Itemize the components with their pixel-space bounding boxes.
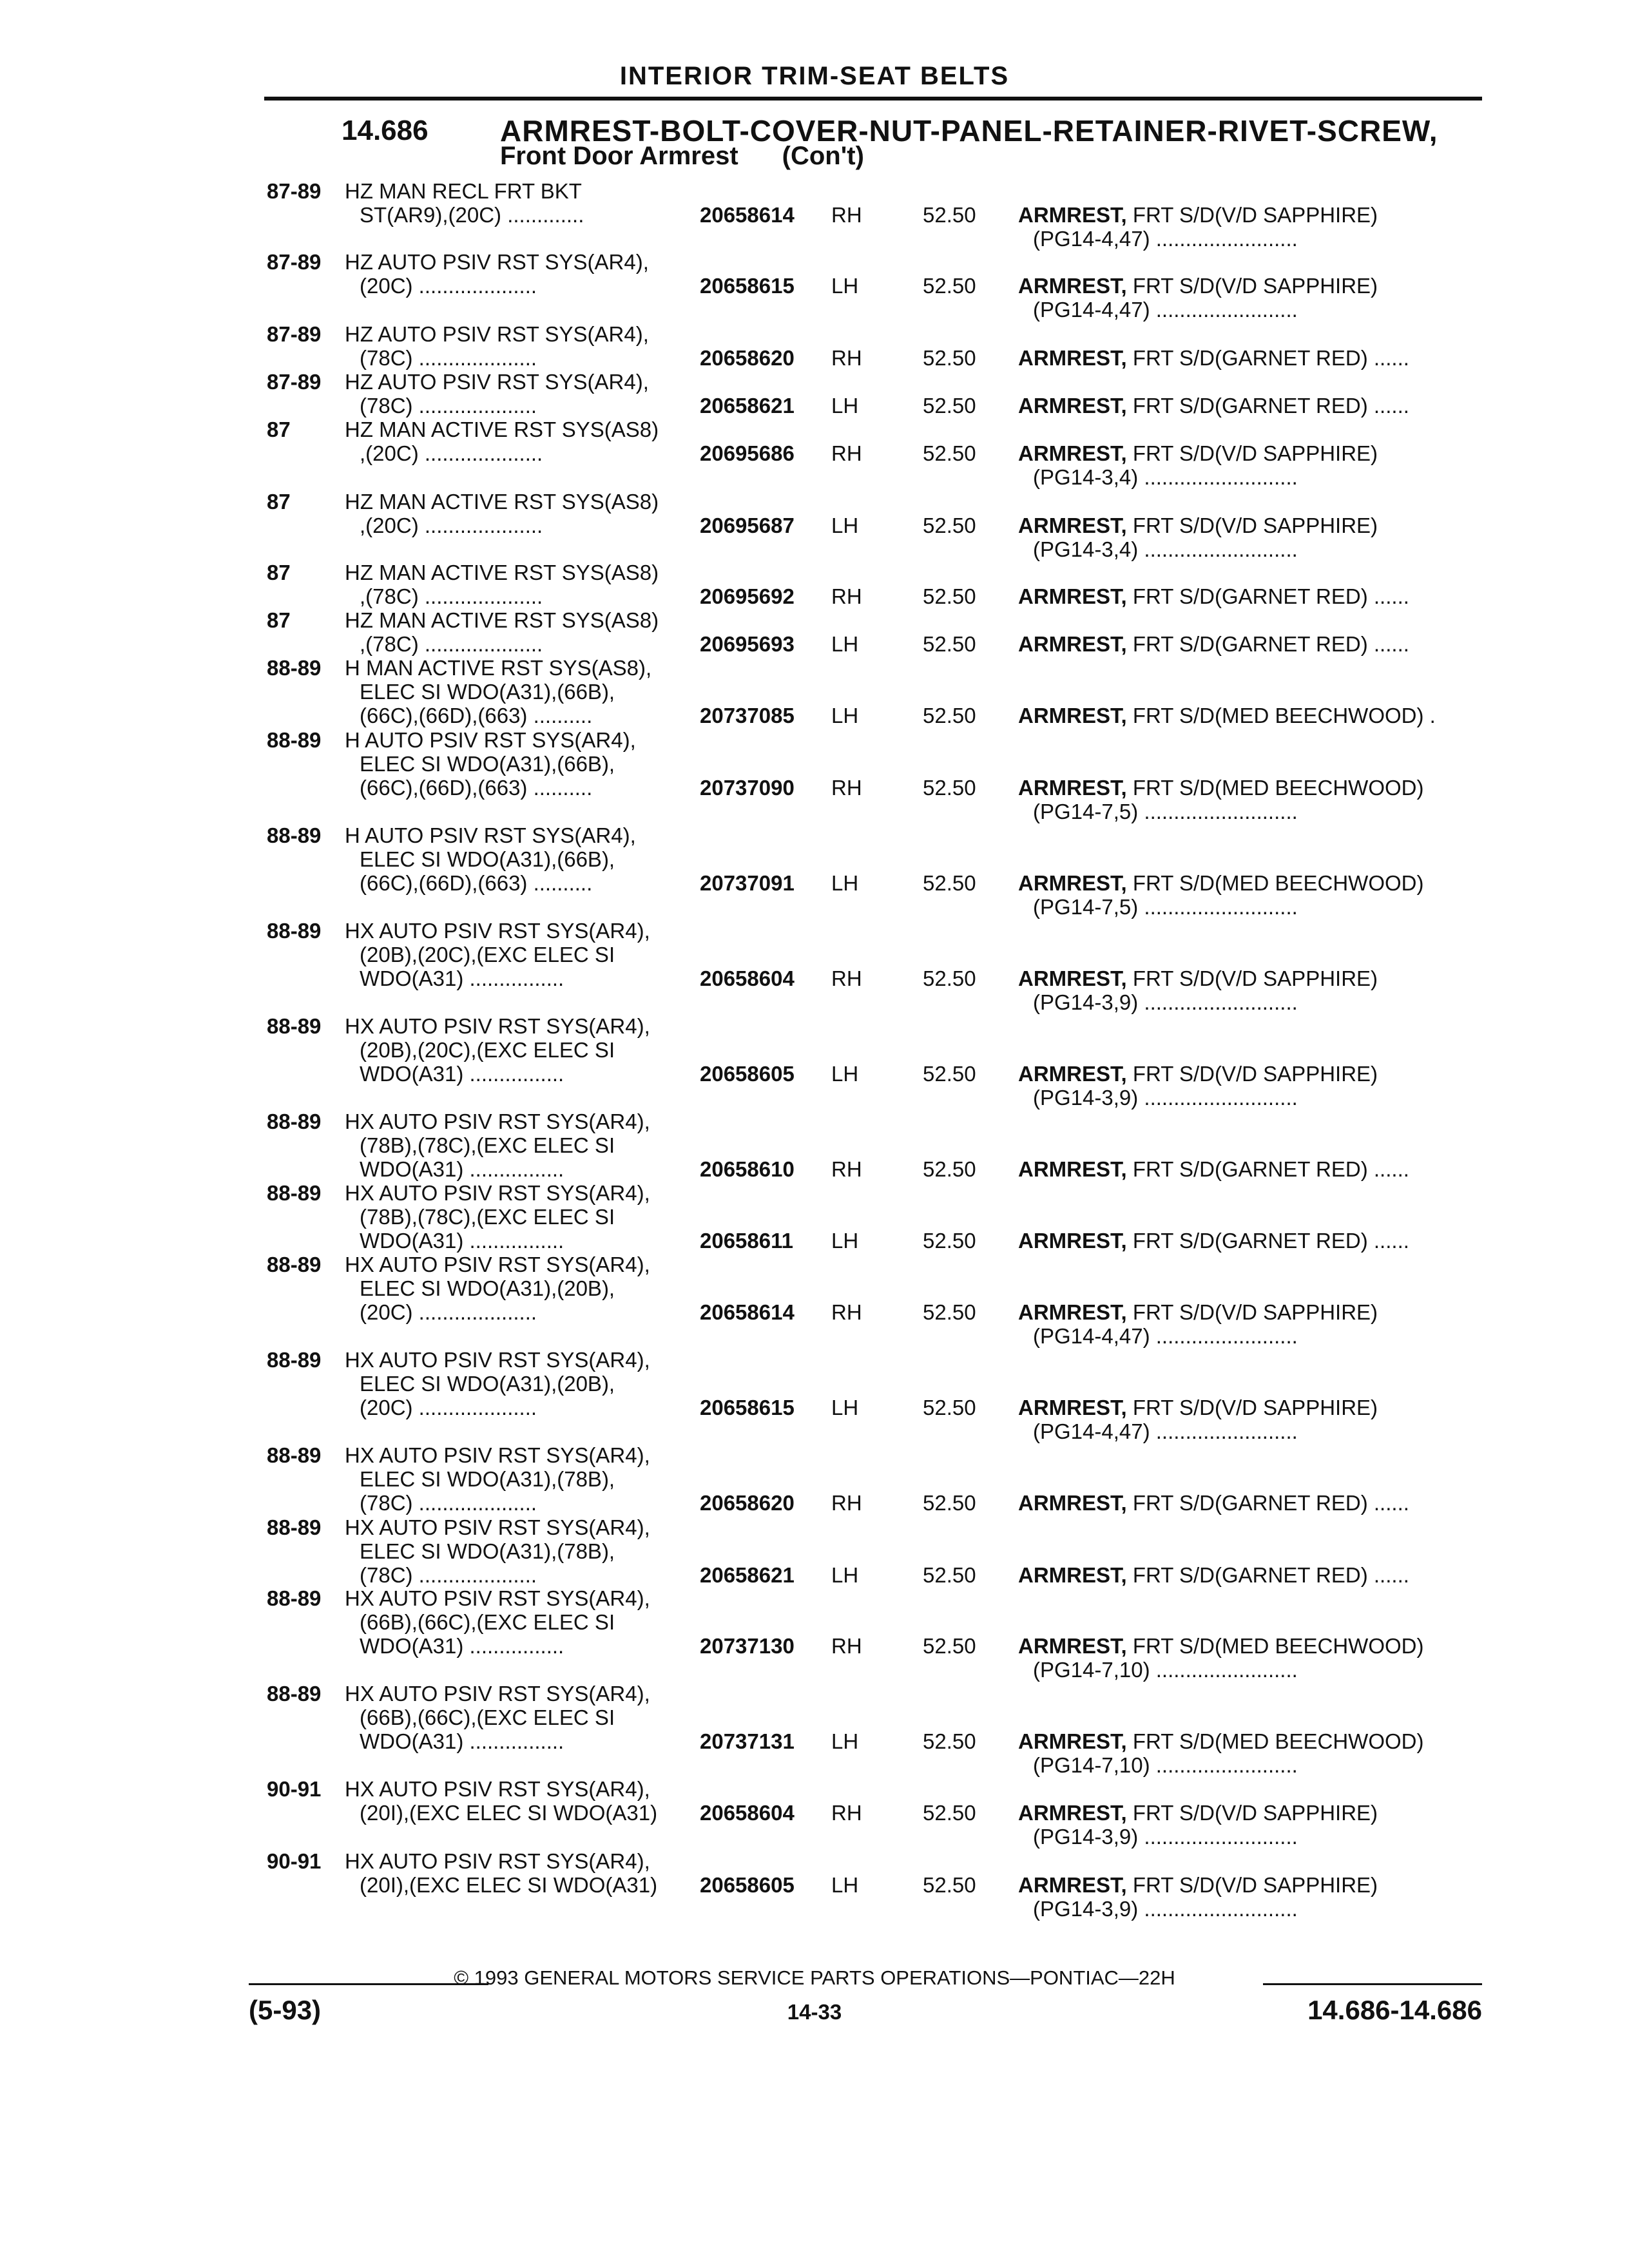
usage-line: ELEC SI WDO(A31),(20B), <box>360 1276 615 1300</box>
part-name <box>1018 441 1489 489</box>
part-name <box>1018 871 1489 919</box>
usage-line: HX AUTO PSIV RST SYS(AR4), <box>345 1253 650 1276</box>
usage-line-last: WDO(A31) ................ <box>360 1157 564 1181</box>
price: 52.50 <box>923 1062 976 1086</box>
part-name-detail: FRT S/D(V/D SAPPHIRE) <box>1126 1801 1378 1825</box>
part-number: 20658605 <box>700 1062 795 1086</box>
part-name-detail: FRT S/D(MED BEECHWOOD) <box>1126 1634 1424 1658</box>
usage-description <box>345 608 659 656</box>
part-name <box>1018 1563 1489 1587</box>
part-number: 20658604 <box>700 1801 795 1825</box>
price: 52.50 <box>923 704 976 727</box>
side-code: LH <box>831 274 859 298</box>
usage-description <box>345 1682 650 1753</box>
part-number: 20737090 <box>700 776 795 800</box>
part-name <box>1018 584 1489 608</box>
usage-line-last: (20C) .................... <box>360 1396 537 1419</box>
usage-line-last: ,(78C) .................... <box>360 584 543 608</box>
price: 52.50 <box>923 776 976 800</box>
usage-description <box>345 1014 650 1086</box>
part-number: 20737085 <box>700 704 795 727</box>
side-code: RH <box>831 346 862 370</box>
part-number: 20658604 <box>700 966 795 990</box>
part-name-detail: FRT S/D(V/D SAPPHIRE) <box>1126 1873 1378 1897</box>
model-years: 88-89 <box>267 1515 322 1539</box>
part-name-detail: FRT S/D(GARNET RED) ...... <box>1126 346 1409 370</box>
side-code: LH <box>831 1729 859 1753</box>
part-name-detail: FRT S/D(V/D SAPPHIRE) <box>1126 1396 1378 1419</box>
price: 52.50 <box>923 1300 976 1324</box>
part-name-detail: FRT S/D(GARNET RED) ...... <box>1126 1229 1409 1253</box>
usage-line: HZ MAN ACTIVE RST SYS(AS8) <box>345 608 659 632</box>
part-name-keyword: ARMREST, <box>1018 346 1127 370</box>
part-name-detail: FRT S/D(GARNET RED) ...... <box>1126 632 1409 656</box>
side-code: RH <box>831 776 862 800</box>
model-years: 88-89 <box>267 656 322 680</box>
price: 52.50 <box>923 394 976 418</box>
part-name <box>1018 1300 1489 1348</box>
part-name <box>1018 1801 1489 1849</box>
side-code: LH <box>831 1873 859 1897</box>
usage-line: ELEC SI WDO(A31),(66B), <box>360 847 615 871</box>
price: 52.50 <box>923 203 976 227</box>
part-name-keyword: ARMREST, <box>1018 1229 1127 1253</box>
section-continued: (Con't) <box>782 142 864 170</box>
price: 52.50 <box>923 1229 976 1253</box>
part-name-keyword: ARMREST, <box>1018 1873 1127 1897</box>
usage-line: HX AUTO PSIV RST SYS(AR4), <box>345 1443 650 1467</box>
illustration-reference: (PG14-4,47) ........................ <box>1033 1419 1298 1443</box>
part-number: 20658611 <box>700 1229 794 1253</box>
part-name-detail: FRT S/D(GARNET RED) ...... <box>1126 1563 1409 1587</box>
model-years: 87-89 <box>267 179 322 203</box>
usage-description <box>345 1849 657 1897</box>
model-years: 88-89 <box>267 1014 322 1038</box>
part-number: 20737131 <box>700 1729 795 1753</box>
usage-line-last: WDO(A31) ................ <box>360 1634 564 1658</box>
part-name-keyword: ARMREST, <box>1018 584 1127 608</box>
price: 52.50 <box>923 1157 976 1181</box>
illustration-reference: (PG14-7,10) ........................ <box>1033 1753 1298 1777</box>
price: 52.50 <box>923 274 976 298</box>
usage-line: HZ MAN ACTIVE RST SYS(AS8) <box>345 490 659 514</box>
part-number: 20658615 <box>700 274 795 298</box>
price: 52.50 <box>923 1801 976 1825</box>
part-name-detail: FRT S/D(V/D SAPPHIRE) <box>1126 441 1378 465</box>
usage-line: HX AUTO PSIV RST SYS(AR4), <box>345 1014 650 1038</box>
usage-line: H AUTO PSIV RST SYS(AR4), <box>345 728 636 752</box>
part-number: 20737091 <box>700 871 795 895</box>
part-number: 20658610 <box>700 1157 795 1181</box>
part-number: 20658605 <box>700 1873 795 1897</box>
illustration-reference: (PG14-3,9) .......................... <box>1033 990 1298 1014</box>
usage-line: ELEC SI WDO(A31),(78B), <box>360 1467 615 1491</box>
usage-line: ELEC SI WDO(A31),(66B), <box>360 752 615 776</box>
usage-line: HZ AUTO PSIV RST SYS(AR4), <box>345 250 649 274</box>
part-number: 20658621 <box>700 1563 795 1587</box>
illustration-reference: (PG14-7,5) .......................... <box>1033 800 1298 823</box>
side-code: LH <box>831 394 859 418</box>
model-years: 88-89 <box>267 1586 322 1610</box>
part-name-keyword: ARMREST, <box>1018 1563 1127 1587</box>
part-name-detail: FRT S/D(MED BEECHWOOD) <box>1126 1729 1424 1753</box>
model-years: 87 <box>267 608 291 632</box>
usage-description <box>345 418 659 465</box>
part-name-detail: FRT S/D(V/D SAPPHIRE) <box>1126 1062 1378 1086</box>
usage-description <box>345 561 659 608</box>
part-name-detail: FRT S/D(MED BEECHWOOD) . <box>1126 704 1436 727</box>
footer-page-number: 14-33 <box>787 2000 842 2024</box>
part-name-detail: FRT S/D(GARNET RED) ...... <box>1126 584 1409 608</box>
part-number: 20658614 <box>700 203 795 227</box>
part-name-keyword: ARMREST, <box>1018 441 1127 465</box>
part-name <box>1018 274 1489 322</box>
part-name-keyword: ARMREST, <box>1018 704 1127 727</box>
footer-date: (5-93) <box>249 1995 322 2025</box>
usage-line: (78B),(78C),(EXC ELEC SI <box>360 1133 615 1157</box>
part-name-detail: FRT S/D(GARNET RED) ...... <box>1126 1491 1409 1515</box>
price: 52.50 <box>923 441 976 465</box>
footer-section-range: 14.686-14.686 <box>1307 1995 1482 2025</box>
part-name <box>1018 776 1489 823</box>
part-name-detail: FRT S/D(MED BEECHWOOD) <box>1126 776 1424 800</box>
part-name <box>1018 1634 1489 1682</box>
part-name-detail: FRT S/D(V/D SAPPHIRE) <box>1126 514 1378 537</box>
part-name <box>1018 514 1489 561</box>
usage-line: (78B),(78C),(EXC ELEC SI <box>360 1205 615 1229</box>
usage-line-last: (20C) .................... <box>360 1300 537 1324</box>
usage-line-last: (20I),(EXC ELEC SI WDO(A31) <box>360 1801 658 1825</box>
part-number: 20658615 <box>700 1396 795 1419</box>
usage-line-last: WDO(A31) ................ <box>360 966 564 990</box>
illustration-reference: (PG14-4,47) ........................ <box>1033 298 1298 322</box>
side-code: LH <box>831 871 859 895</box>
part-name-keyword: ARMREST, <box>1018 1396 1127 1419</box>
part-name-keyword: ARMREST, <box>1018 966 1127 990</box>
usage-line-last: (78C) .................... <box>360 1491 537 1515</box>
part-name-keyword: ARMREST, <box>1018 1729 1127 1753</box>
usage-line-last: (20C) .................... <box>360 274 537 298</box>
footer-copyright: © 1993 GENERAL MOTORS SERVICE PARTS OPERATIONS—PONTIAC—22H <box>454 1966 1175 1989</box>
part-name <box>1018 1729 1489 1777</box>
part-name-detail: FRT S/D(V/D SAPPHIRE) <box>1126 966 1378 990</box>
usage-line: H MAN ACTIVE RST SYS(AS8), <box>345 656 652 680</box>
part-name-detail: FRT S/D(V/D SAPPHIRE) <box>1126 1300 1378 1324</box>
side-code: LH <box>831 1062 859 1086</box>
part-name-keyword: ARMREST, <box>1018 1801 1127 1825</box>
usage-line-last: (66C),(66D),(663) .......... <box>360 704 593 727</box>
price: 52.50 <box>923 1563 976 1587</box>
part-name-keyword: ARMREST, <box>1018 1157 1127 1181</box>
usage-line-last: (20I),(EXC ELEC SI WDO(A31) <box>360 1873 658 1897</box>
part-name-keyword: ARMREST, <box>1018 514 1127 537</box>
illustration-reference: (PG14-7,5) .......................... <box>1033 895 1298 919</box>
part-name-keyword: ARMREST, <box>1018 1491 1127 1515</box>
part-name <box>1018 704 1489 727</box>
part-name-keyword: ARMREST, <box>1018 394 1127 418</box>
model-years: 88-89 <box>267 1348 322 1372</box>
usage-description <box>345 656 651 727</box>
model-years: 87 <box>267 418 291 441</box>
part-number: 20695687 <box>700 514 795 537</box>
part-name <box>1018 1062 1489 1110</box>
side-code: RH <box>831 1801 862 1825</box>
usage-line: HX AUTO PSIV RST SYS(AR4), <box>345 1181 650 1205</box>
price: 52.50 <box>923 871 976 895</box>
part-name-keyword: ARMREST, <box>1018 871 1127 895</box>
usage-line: HZ AUTO PSIV RST SYS(AR4), <box>345 322 649 346</box>
part-name-keyword: ARMREST, <box>1018 776 1127 800</box>
usage-line: HX AUTO PSIV RST SYS(AR4), <box>345 1777 650 1801</box>
usage-line-last: (78C) .................... <box>360 394 537 418</box>
model-years: 88-89 <box>267 1181 322 1205</box>
side-code: RH <box>831 1300 862 1324</box>
illustration-reference: (PG14-3,9) .......................... <box>1033 1897 1298 1921</box>
model-years: 88-89 <box>267 1443 322 1467</box>
price: 52.50 <box>923 1634 976 1658</box>
model-years: 88-89 <box>267 823 322 847</box>
side-code: RH <box>831 1491 862 1515</box>
usage-description <box>345 728 636 800</box>
part-name-detail: FRT S/D(GARNET RED) ...... <box>1126 394 1409 418</box>
side-code: RH <box>831 1157 862 1181</box>
usage-description <box>345 1348 650 1419</box>
part-name-keyword: ARMREST, <box>1018 1062 1127 1086</box>
usage-description <box>345 370 649 418</box>
usage-line-last: WDO(A31) ................ <box>360 1062 564 1086</box>
usage-line: HX AUTO PSIV RST SYS(AR4), <box>345 919 650 943</box>
usage-line: ELEC SI WDO(A31),(78B), <box>360 1539 615 1563</box>
price: 52.50 <box>923 1729 976 1753</box>
model-years: 88-89 <box>267 919 322 943</box>
usage-line-last: ,(20C) .................... <box>360 441 543 465</box>
model-years: 90-91 <box>267 1849 322 1873</box>
price: 52.50 <box>923 1396 976 1419</box>
part-name <box>1018 632 1489 656</box>
usage-line-last: WDO(A31) ................ <box>360 1729 564 1753</box>
section-title: ARMREST-BOLT-COVER-NUT-PANEL-RETAINER-RIVET-SCREW, <box>500 114 1438 148</box>
section-subtitle-text: Front Door Armrest <box>500 142 738 170</box>
part-name-keyword: ARMREST, <box>1018 1634 1127 1658</box>
illustration-reference: (PG14-7,10) ........................ <box>1033 1658 1298 1682</box>
price: 52.50 <box>923 346 976 370</box>
usage-description <box>345 1515 650 1587</box>
illustration-reference: (PG14-4,47) ........................ <box>1033 1324 1298 1348</box>
price: 52.50 <box>923 1873 976 1897</box>
model-years: 90-91 <box>267 1777 322 1801</box>
usage-line-last: ,(78C) .................... <box>360 632 543 656</box>
usage-line: HX AUTO PSIV RST SYS(AR4), <box>345 1849 650 1873</box>
part-name <box>1018 346 1489 370</box>
part-name-detail: FRT S/D(V/D SAPPHIRE) <box>1126 274 1378 298</box>
side-code: LH <box>831 1229 859 1253</box>
usage-line: HX AUTO PSIV RST SYS(AR4), <box>345 1682 650 1706</box>
model-years: 88-89 <box>267 1682 322 1706</box>
part-name <box>1018 394 1489 418</box>
price: 52.50 <box>923 1491 976 1515</box>
part-name <box>1018 1873 1489 1921</box>
part-number: 20695693 <box>700 632 795 656</box>
illustration-reference: (PG14-3,9) .......................... <box>1033 1086 1298 1110</box>
side-code: LH <box>831 1563 859 1587</box>
illustration-reference: (PG14-3,4) .......................... <box>1033 465 1298 489</box>
usage-line: (66B),(66C),(EXC ELEC SI <box>360 1706 615 1729</box>
usage-line-last: ST(AR9),(20C) ............. <box>360 203 584 227</box>
part-name-detail: FRT S/D(MED BEECHWOOD) <box>1126 871 1424 895</box>
usage-line: HZ AUTO PSIV RST SYS(AR4), <box>345 370 649 394</box>
usage-description <box>345 322 649 370</box>
usage-description <box>345 1253 650 1324</box>
section-number: 14.686 <box>342 115 429 146</box>
usage-line: (66B),(66C),(EXC ELEC SI <box>360 1610 615 1634</box>
usage-description <box>345 919 650 990</box>
usage-line: HZ MAN ACTIVE RST SYS(AS8) <box>345 561 659 584</box>
side-code: LH <box>831 1396 859 1419</box>
part-name-keyword: ARMREST, <box>1018 1300 1127 1324</box>
usage-description <box>345 1110 650 1181</box>
part-name-detail: FRT S/D(GARNET RED) ...... <box>1126 1157 1409 1181</box>
usage-description <box>345 823 636 895</box>
side-code: RH <box>831 584 862 608</box>
side-code: LH <box>831 514 859 537</box>
footer-rule-right <box>1263 1983 1482 1985</box>
usage-description <box>345 179 584 227</box>
usage-description <box>345 1777 657 1825</box>
model-years: 87 <box>267 490 291 514</box>
usage-description <box>345 1586 650 1658</box>
usage-line-last: (78C) .................... <box>360 346 537 370</box>
usage-line: HX AUTO PSIV RST SYS(AR4), <box>345 1110 650 1133</box>
part-number: 20658620 <box>700 1491 795 1515</box>
part-name-keyword: ARMREST, <box>1018 203 1127 227</box>
part-name-keyword: ARMREST, <box>1018 274 1127 298</box>
usage-line: HX AUTO PSIV RST SYS(AR4), <box>345 1586 650 1610</box>
part-number: 20658620 <box>700 346 795 370</box>
model-years: 88-89 <box>267 1110 322 1133</box>
usage-line: ELEC SI WDO(A31),(66B), <box>360 680 615 704</box>
part-number: 20737130 <box>700 1634 795 1658</box>
illustration-reference: (PG14-3,9) .......................... <box>1033 1825 1298 1849</box>
part-name-keyword: ARMREST, <box>1018 632 1127 656</box>
part-name <box>1018 1396 1489 1443</box>
part-name <box>1018 1229 1489 1253</box>
illustration-reference: (PG14-3,4) .......................... <box>1033 537 1298 561</box>
usage-description <box>345 490 659 537</box>
part-name-detail: FRT S/D(V/D SAPPHIRE) <box>1126 203 1378 227</box>
usage-line: ELEC SI WDO(A31),(20B), <box>360 1372 615 1396</box>
part-name <box>1018 966 1489 1014</box>
price: 52.50 <box>923 584 976 608</box>
usage-line: HZ MAN ACTIVE RST SYS(AS8) <box>345 418 659 441</box>
part-name <box>1018 203 1489 251</box>
part-number: 20658621 <box>700 394 795 418</box>
usage-line: HX AUTO PSIV RST SYS(AR4), <box>345 1515 650 1539</box>
usage-line-last: ,(20C) .................... <box>360 514 543 537</box>
price: 52.50 <box>923 632 976 656</box>
model-years: 87-89 <box>267 370 322 394</box>
model-years: 88-89 <box>267 1253 322 1276</box>
side-code: RH <box>831 1634 862 1658</box>
part-number: 20658614 <box>700 1300 795 1324</box>
part-name <box>1018 1491 1489 1515</box>
side-code: RH <box>831 966 862 990</box>
side-code: RH <box>831 203 862 227</box>
running-title: INTERIOR TRIM-SEAT BELTS <box>619 62 1010 90</box>
usage-description <box>345 1181 650 1253</box>
usage-line: H AUTO PSIV RST SYS(AR4), <box>345 823 636 847</box>
part-name <box>1018 1157 1489 1181</box>
price: 52.50 <box>923 966 976 990</box>
usage-line-last: WDO(A31) ................ <box>360 1229 564 1253</box>
usage-line: HZ MAN RECL FRT BKT <box>345 179 582 203</box>
model-years: 87-89 <box>267 322 322 346</box>
usage-line: (20B),(20C),(EXC ELEC SI <box>360 943 615 966</box>
usage-line: HX AUTO PSIV RST SYS(AR4), <box>345 1348 650 1372</box>
usage-line-last: (66C),(66D),(663) .......... <box>360 776 593 800</box>
usage-line: (20B),(20C),(EXC ELEC SI <box>360 1038 615 1062</box>
model-years: 88-89 <box>267 728 322 752</box>
side-code: RH <box>831 441 862 465</box>
model-years: 87 <box>267 561 291 584</box>
price: 52.50 <box>923 514 976 537</box>
part-number: 20695692 <box>700 584 795 608</box>
usage-description <box>345 1443 650 1515</box>
illustration-reference: (PG14-4,47) ........................ <box>1033 227 1298 251</box>
part-number: 20695686 <box>700 441 795 465</box>
side-code: LH <box>831 632 859 656</box>
model-years: 87-89 <box>267 250 322 274</box>
usage-description <box>345 250 649 298</box>
side-code: LH <box>831 704 859 727</box>
usage-line-last: (66C),(66D),(663) .......... <box>360 871 593 895</box>
usage-line-last: (78C) .................... <box>360 1563 537 1587</box>
